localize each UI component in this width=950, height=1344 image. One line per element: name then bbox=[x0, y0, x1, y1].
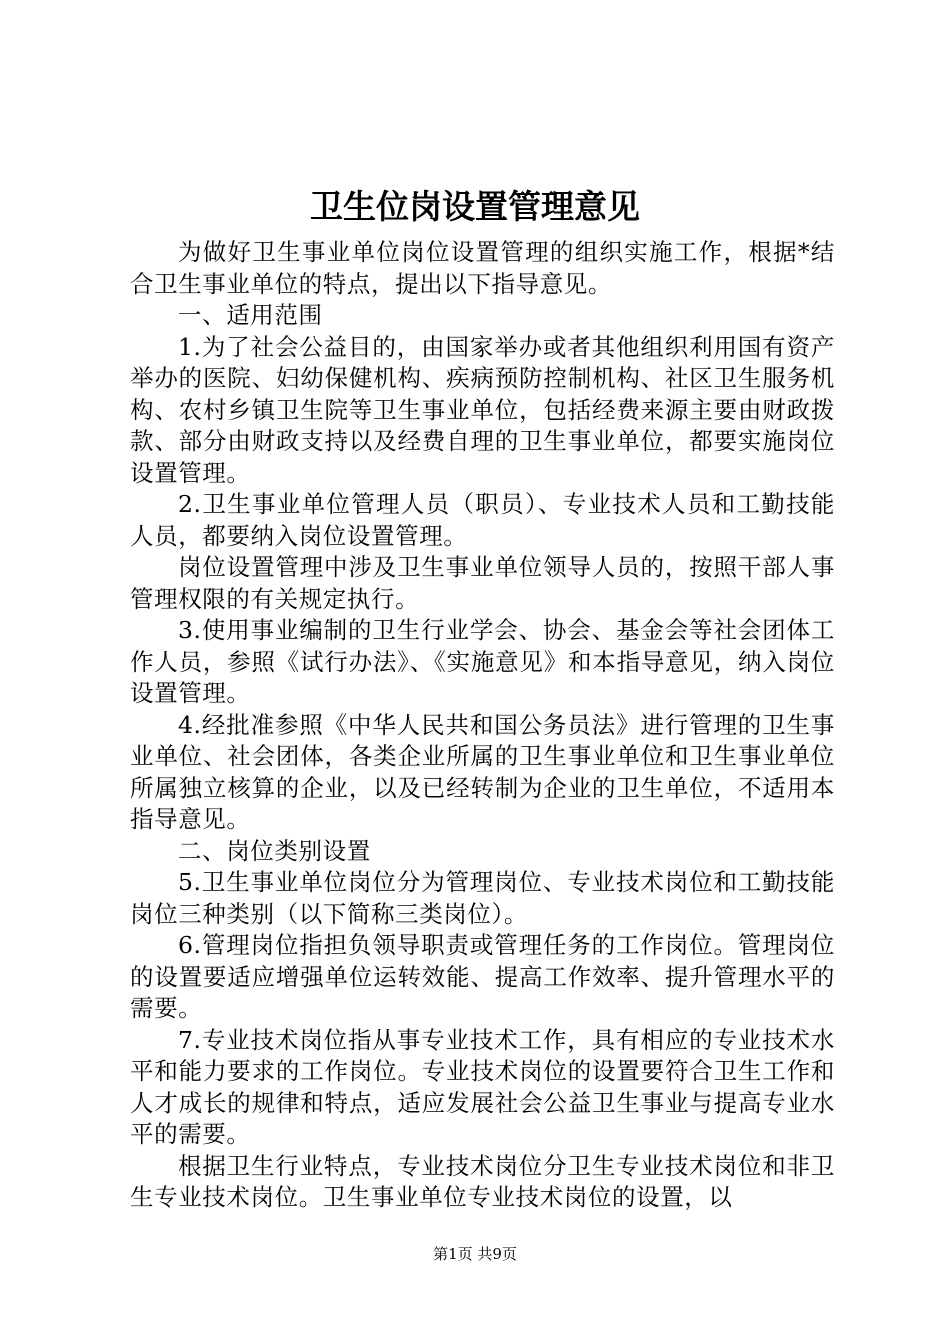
paragraph-item-1: 1.为了社会公益目的，由国家举办或者其他组织利用国有资产举办的医院、妇幼保健机构、疾病预防控制机构、社区卫生服务机构、农村乡镇卫生院等卫生事业单位，包括经费来源主要由财政拨款、部分由财政支持以及经费自理的卫生事业单位，都要实施岗位设置管理。 bbox=[130, 332, 835, 487]
paragraph-leaders: 岗位设置管理中涉及卫生事业单位领导人员的，按照干部人事管理权限的有关规定执行。 bbox=[130, 553, 835, 613]
paragraph-item-2: 2.卫生事业单位管理人员（职员）、专业技术人员和工勤技能人员，都要纳入岗位设置管理。 bbox=[130, 490, 835, 550]
page-number: 第1页 共9页 bbox=[433, 1245, 517, 1263]
document-body bbox=[130, 237, 835, 1214]
paragraph-professional-types: 根据卫生行业特点，专业技术岗位分卫生专业技术岗位和非卫生专业技术岗位。卫生事业单位专业技术岗位的设置，以 bbox=[130, 1151, 835, 1211]
paragraph-item-6: 6.管理岗位指担负领导职责或管理任务的工作岗位。管理岗位的设置要适应增强单位运转效能、提高工作效率、提升管理水平的需要。 bbox=[130, 931, 835, 1022]
document-title: 卫生位岗设置管理意见 bbox=[310, 187, 640, 226]
paragraph-intro: 为做好卫生事业单位岗位设置管理的组织实施工作，根据*结合卫生事业单位的特点，提出以下指导意见。 bbox=[130, 238, 835, 298]
section-heading-scope: 一、适用范围 bbox=[178, 301, 323, 329]
section-heading-categories: 二、岗位类别设置 bbox=[178, 836, 371, 865]
paragraph-item-4: 4.经批准参照《中华人民共和国公务员法》进行管理的卫生事业单位、社会团体，各类企业所属的卫生事业单位和卫生事业单位所属独立核算的企业，以及已经转制为企业的卫生单位，不适用本指导意见。 bbox=[130, 710, 835, 833]
paragraph-item-5: 5.卫生事业单位岗位分为管理岗位、专业技术岗位和工勤技能岗位三种类别（以下简称三类岗位）。 bbox=[130, 868, 835, 928]
paragraph-item-7: 7.专业技术岗位指从事专业技术工作，具有相应的专业技术水平和能力要求的工作岗位。专业技术岗位的设置要符合卫生工作和人才成长的规律和特点，适应发展社会公益卫生事业与提高专业水平的需要。 bbox=[130, 1025, 835, 1148]
paragraph-item-3: 3.使用事业编制的卫生行业学会、协会、基金会等社会团体工作人员，参照《试行办法》、《实施意见》和本指导意见，纳入岗位设置管理。 bbox=[130, 616, 835, 707]
